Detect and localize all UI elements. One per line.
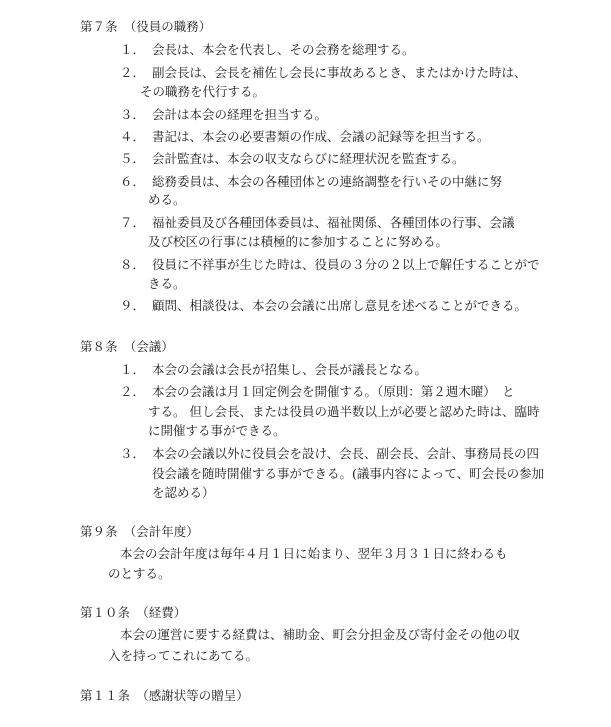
- article-7-item-7-num: ７．: [120, 215, 146, 230]
- article-7-item-6-text-cont: める。: [148, 192, 186, 207]
- article-7-item-5-num: ５．: [120, 151, 146, 166]
- article-7-item-9-text: 顧問、相談役は、本会の会議に出席し意見を述べることができる。: [152, 298, 528, 313]
- article-7-item-1-num: １．: [120, 42, 146, 57]
- article-7-item-4-text: 書記は、本会の必要書類の作成、会議の記録等を担当する。: [152, 129, 490, 144]
- article-7-item-3-num: ３．: [120, 107, 146, 122]
- article-7-item-2-text-cont: その職務を代行する。: [140, 84, 266, 99]
- article-8-item-2-text-cont: する。 但し会長、または役員の過半数以上が必要と認めた時は、臨時: [148, 404, 540, 419]
- article-7-item-7-text-cont: 及び校区の行事には積極的に参加することに努める。: [148, 234, 449, 249]
- article-7-item-9-num: ９．: [120, 298, 146, 313]
- article-8-item-1-text: 本会の会議は会長が招集し、会長が議長となる。: [152, 362, 428, 377]
- article-11-heading: 第１１条 （感謝状等の贈呈）: [80, 688, 249, 703]
- article-7-item-1-text: 会長は、本会を代表し、その会務を総理する。: [152, 42, 415, 57]
- article-8-item-2-num: ２．: [120, 384, 146, 399]
- article-7-item-7-text: 福祉委員及び各種団体委員は、福祉関係、各種団体の行事、会議: [152, 215, 515, 230]
- article-8-item-3-text: 本会の会議以外に役員会を設け、会長、副会長、会計、事務局長の四: [152, 446, 540, 461]
- article-8-item-3-num: ３．: [120, 446, 146, 461]
- article-9-heading: 第９条 （会計年度）: [80, 524, 199, 539]
- article-8-item-2-text-cont-2: に開催する事ができる。: [148, 423, 286, 438]
- article-8-heading: 第８条 （会議）: [80, 339, 174, 354]
- article-10-heading: 第１０条 （経費）: [80, 605, 187, 620]
- article-7-item-6-text: 総務委員は、本会の各種団体との連絡調整を行いその中継に努: [152, 174, 503, 189]
- article-8-item-3-text-cont-2: を認める）: [152, 485, 215, 500]
- article-8-item-3-text-cont: 役会議を随時開催する事ができる。(議事内容によって、町会長の参加: [152, 466, 545, 481]
- article-8-item-1-num: １．: [120, 362, 146, 377]
- article-10-text-cont: 入を持ってこれにあてる。: [108, 648, 259, 663]
- article-8-item-2-text: 本会の会議は月１回定例会を開催する。（原則：第２週木曜） と: [152, 384, 515, 399]
- article-7-item-8-text-cont: きる。: [148, 276, 186, 291]
- article-7-item-5-text: 会計監査は、本会の収支ならびに経理状況を監査する。: [152, 151, 465, 166]
- article-7-heading: 第７条 （役員の職務）: [80, 19, 212, 34]
- article-7-item-3-text: 会計は本会の経理を担当する。: [152, 107, 328, 122]
- article-7-item-4-num: ４．: [120, 129, 146, 144]
- article-7-item-8-num: ８．: [120, 257, 146, 272]
- article-9-text: 本会の会計年度は毎年４月１日に始まり、翌年３月３１日に終わるも: [120, 546, 508, 561]
- article-7-item-8-text: 役員に不祥事が生じた時は、役員の３分の２以上で解任することがで: [152, 257, 540, 272]
- article-7-item-2-num: ２．: [120, 65, 146, 80]
- article-9-text-cont: のとする。: [108, 566, 171, 581]
- article-7-item-2-text: 副会長は、会長を補佐し会長に事故あるとき、またはかけた時は、: [152, 65, 527, 80]
- article-10-text: 本会の運営に要する経費は、補助金、町会分担金及び寄付金その他の収: [120, 627, 521, 642]
- article-7-item-6-num: ６．: [120, 174, 146, 189]
